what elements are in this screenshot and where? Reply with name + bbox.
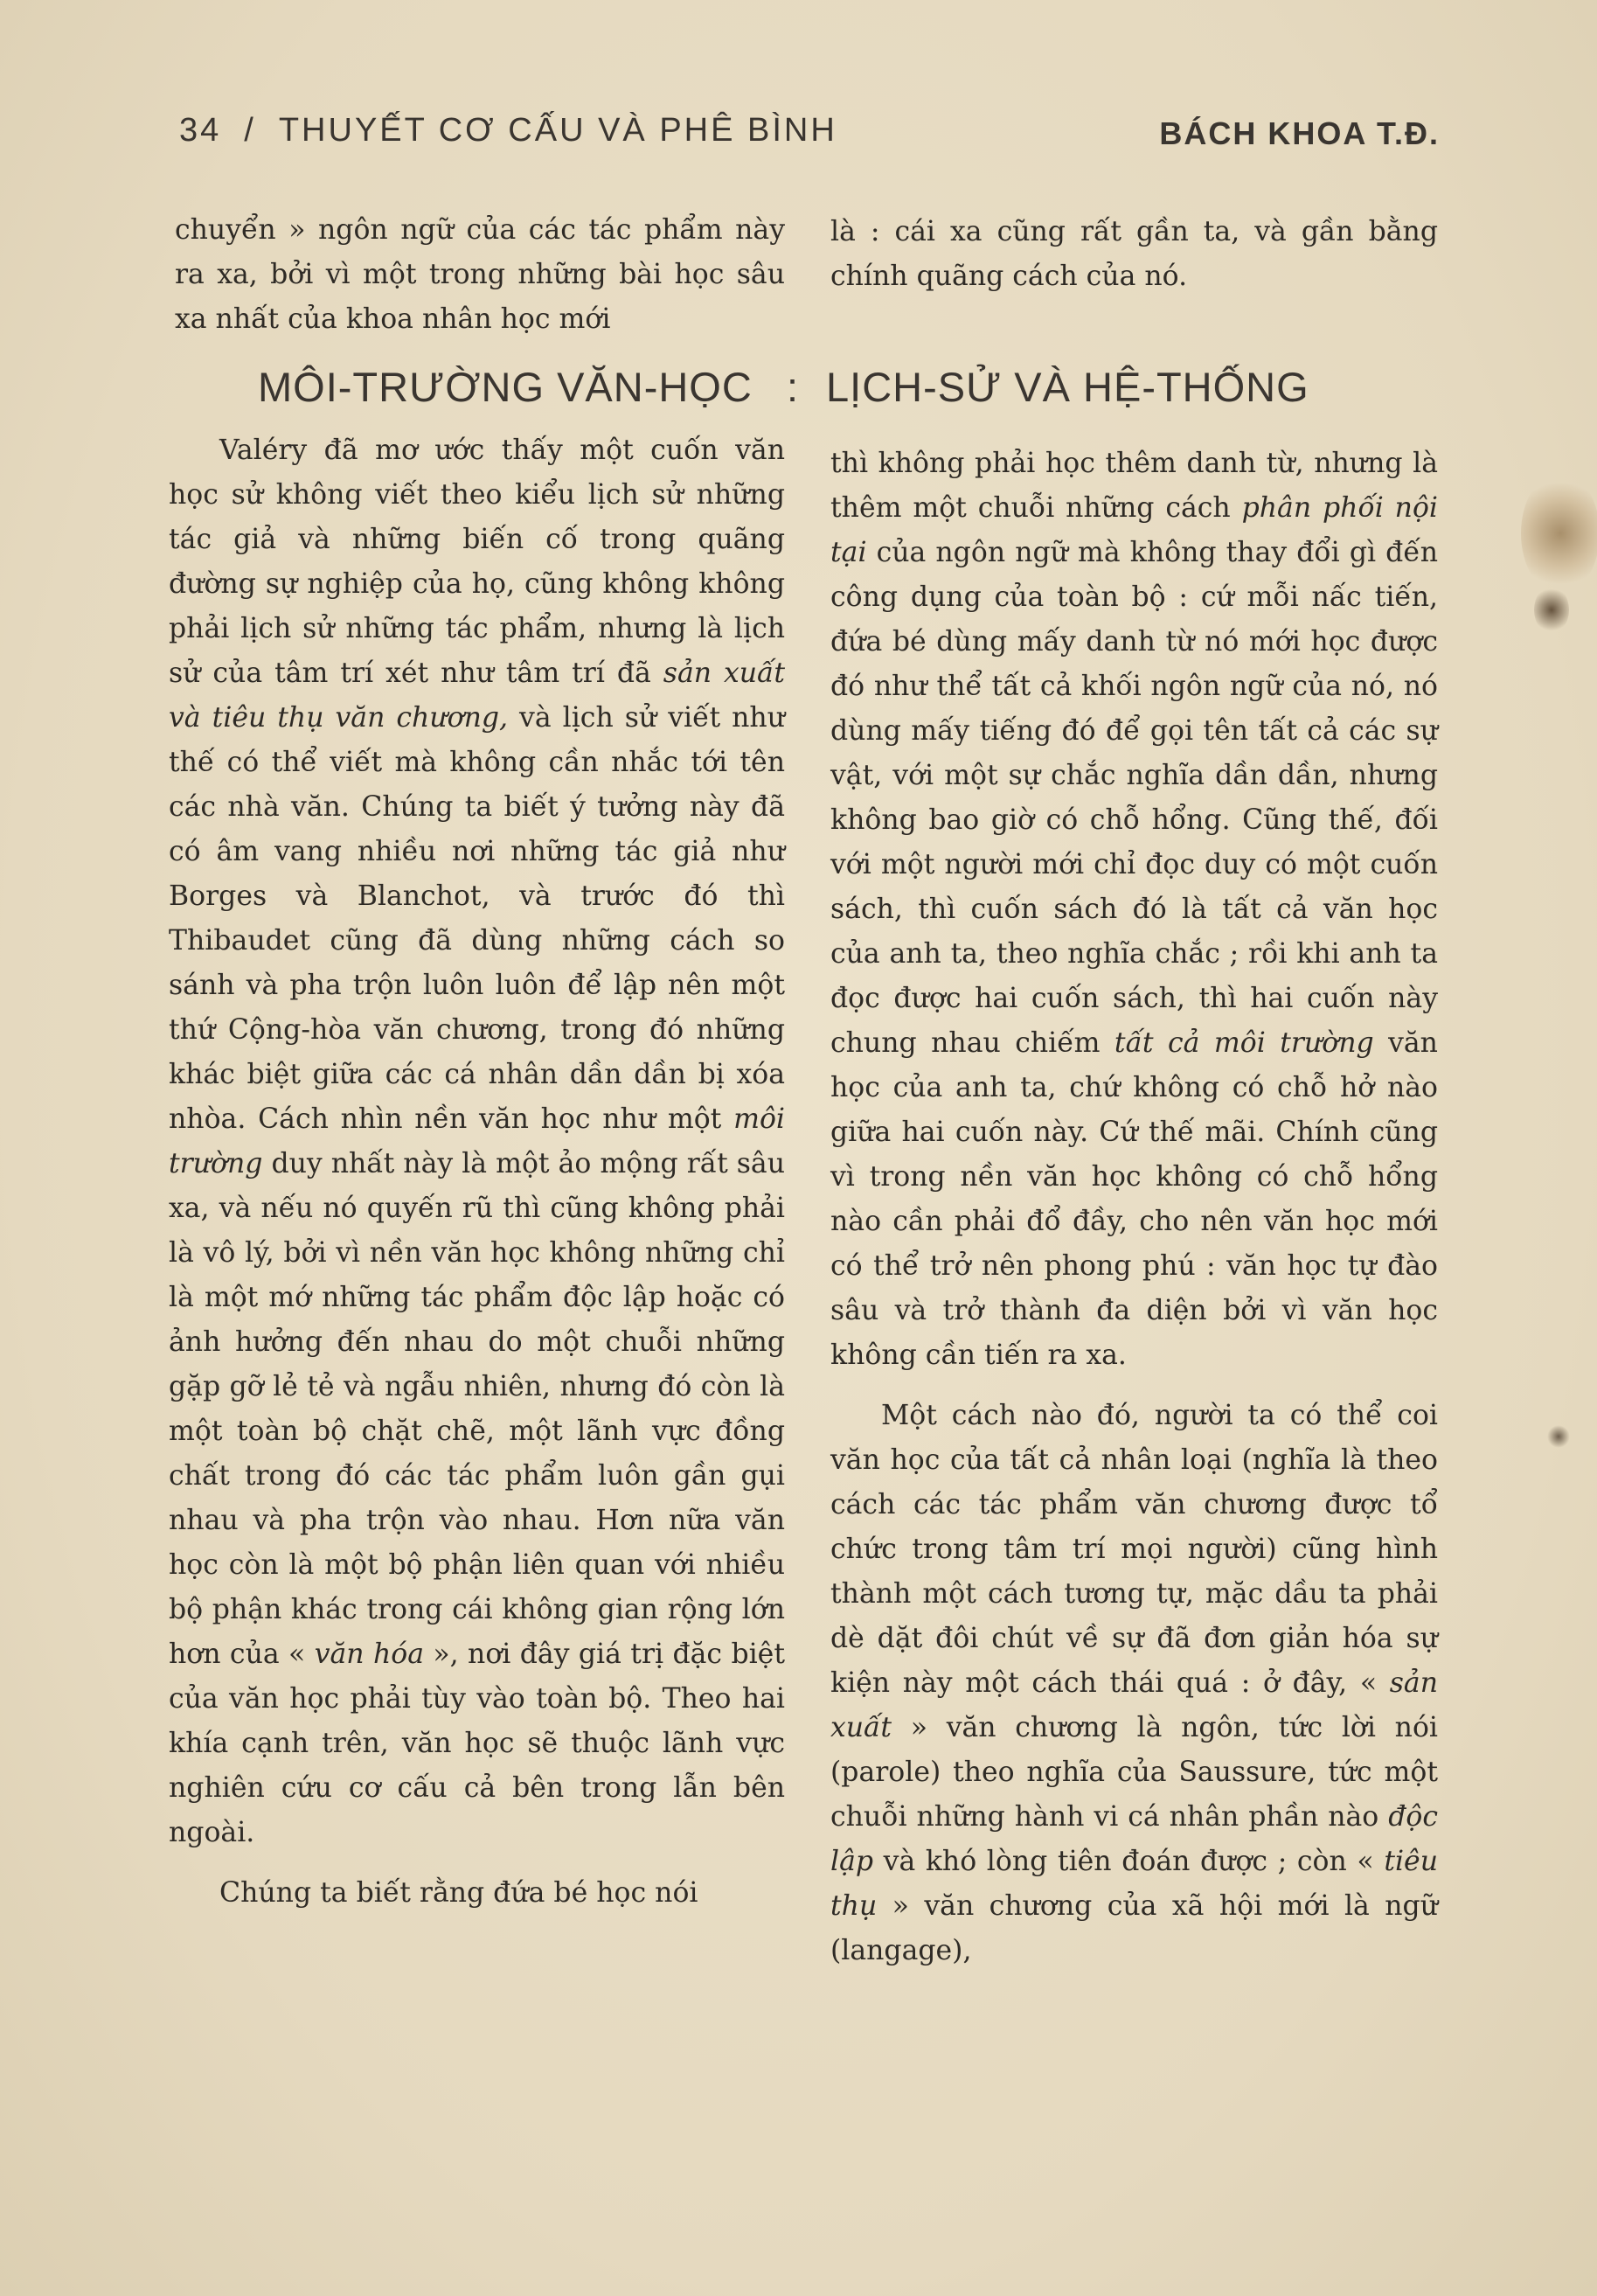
text-run: » văn chương của xã hội mới là ngữ (langage), [830, 1890, 1438, 1966]
section-heading-left: MÔI-TRƯỜNG VĂN-HỌC [258, 364, 753, 410]
emphasis: văn hóa [314, 1639, 424, 1670]
emphasis: tất cả môi trường [1114, 1027, 1374, 1059]
left-column-top [175, 208, 785, 342]
emphasis: môi trường [169, 1103, 785, 1179]
page-header [179, 103, 1440, 164]
text-run: và khó lòng tiên đoán được ; còn « [873, 1846, 1385, 1877]
paper-stain [1547, 1425, 1570, 1448]
paper-stain [1521, 472, 1597, 595]
section-heading-right: LỊCH-SỬ VÀ HỆ-THỐNG [826, 364, 1309, 410]
text-run: thì không phải học thêm danh từ, nhưng là thêm một chuỗi những cách [830, 448, 1438, 524]
paper-stain [1534, 586, 1569, 634]
header-left [179, 112, 837, 150]
text-run: », nơi đây giá trị đặc biệt của văn học phải tùy vào toàn bộ. Theo hai khía cạnh trên, văn học sẽ thuộc lãnh vực nghiên cứu cơ cấu cả bên trong lẫn bên ngoài. [169, 1639, 785, 1848]
header-separator: / [244, 112, 256, 149]
paragraph [830, 1394, 1438, 1973]
emphasis: phân phối nội tại [830, 492, 1439, 568]
article-title: THUYẾT CƠ CẤU VÀ PHÊ BÌNH [278, 112, 837, 149]
emphasis: độc lập [830, 1801, 1438, 1877]
paragraph [830, 442, 1438, 1378]
top-left-text: chuyển » ngôn ngữ của các tác phẩm này ra xa, bởi vì một trong những bài học sâu xa nhất của khoa nhân học mới [175, 214, 785, 335]
emphasis: sản xuất và tiêu thụ văn chương, [169, 657, 785, 734]
page-number: 34 [179, 112, 222, 149]
right-column [830, 442, 1438, 1973]
text-run: Valéry đã mơ ước thấy một cuốn văn học sử không viết theo kiểu lịch sử những tác giả và những biến cố trong quãng đường sự nghiệp của họ, cũng không không phải lịch sử những tác phẩm, nhưng là lịch sử của tâm trí xét như tâm trí đã [169, 435, 785, 689]
text-run: duy nhất này là một ảo mộng rất sâu xa, và nếu nó quyến rũ thì cũng không phải là vô lý, bởi vì nền văn học không những chỉ là một mớ những tác phẩm độc lập hoặc có ảnh hưởng đến nhau do một chuỗi những gặp gỡ lẻ tẻ và ngẫu nhiên, nhưng đó còn là một toàn bộ chặt chẽ, một lãnh vực đồng chất trong đó các tác phẩm luôn gần gụi nhau và pha trộn vào nhau. Hơn nữa văn học còn là một bộ phận liên quan với nhiều bộ phận khác trong cái không gian rộng lớn hơn của « [169, 1148, 785, 1670]
text-run: » văn chương là ngôn, tức lời nói (parole) theo nghĩa của Saussure, tức một chuỗi những hành vi cá nhân phần nào [830, 1712, 1438, 1833]
emphasis: tiêu thụ [830, 1846, 1438, 1922]
magazine-name: BÁCH KHOA T.Đ. [1159, 115, 1440, 151]
text-run: văn học của anh ta, chứ không có chỗ hở nào giữa hai cuốn này. Cứ thế mãi. Chính cũng vì trong nền văn học không có chỗ hổng nào cần phải đổ đầy, cho nên văn học mới có thể trở nên phong phú : văn học tự đào sâu và trở thành đa diện bởi vì văn học không cần tiến ra xa. [830, 1027, 1438, 1371]
text-run: Một cách nào đó, người ta có thể coi văn học của tất cả nhân loại (nghĩa là theo cách các tác phẩm văn chương được tổ chức trong tâm trí mọi người) cũng hình thành một cách tương tự, mặc dầu ta phải dè dặt đôi chút về sự đã đơn giản hóa sự kiện này một cách thái quá : ở đây, « [830, 1400, 1438, 1699]
text-run: của ngôn ngữ mà không thay đổi gì đến công dụng của toàn bộ : cứ mỗi nấc tiến, đứa bé dùng mấy danh từ nó mới học được đó như thể tất cả khối ngôn ngữ của nó, nó dùng mấy tiếng đó để gọi tên tất cả các sự vật, với một sự chắc nghĩa dần dần, nhưng không bao giờ có chỗ hổng. Cũng thế, đối với một người mới chỉ đọc duy có một cuốn sách, thì cuốn sách đó là tất cả văn học của anh ta, theo nghĩa chắc ; rồi khi anh ta đọc được hai cuốn sách, thì hai cuốn này chung nhau chiếm [830, 537, 1438, 1059]
top-right-text: là : cái xa cũng rất gần ta, và gần bằng chính quãng cách của nó. [830, 216, 1438, 292]
emphasis: sản xuất [830, 1667, 1438, 1743]
paragraph: Chúng ta biết rằng đứa bé học nói [219, 1877, 698, 1909]
section-heading-colon: : [787, 364, 800, 410]
paragraph [169, 428, 785, 1855]
left-column [169, 428, 785, 1916]
text-run: và lịch sử viết như thế có thể viết mà không cần nhắc tới tên các nhà văn. Chúng ta biết ý tưởng này đã có âm vang nhiều nơi những tác giả như Borges và Blanchot, và trước đó thì Thibaudet cũng đã dùng những cách so sánh và pha trộn luôn luôn để lập nên một thứ Cộng-hòa văn chương, trong đó những khác biệt giữa các cá nhân dần dần bị xóa nhòa. Cách nhìn nền văn học như một [169, 702, 785, 1135]
right-column-top [830, 210, 1438, 299]
